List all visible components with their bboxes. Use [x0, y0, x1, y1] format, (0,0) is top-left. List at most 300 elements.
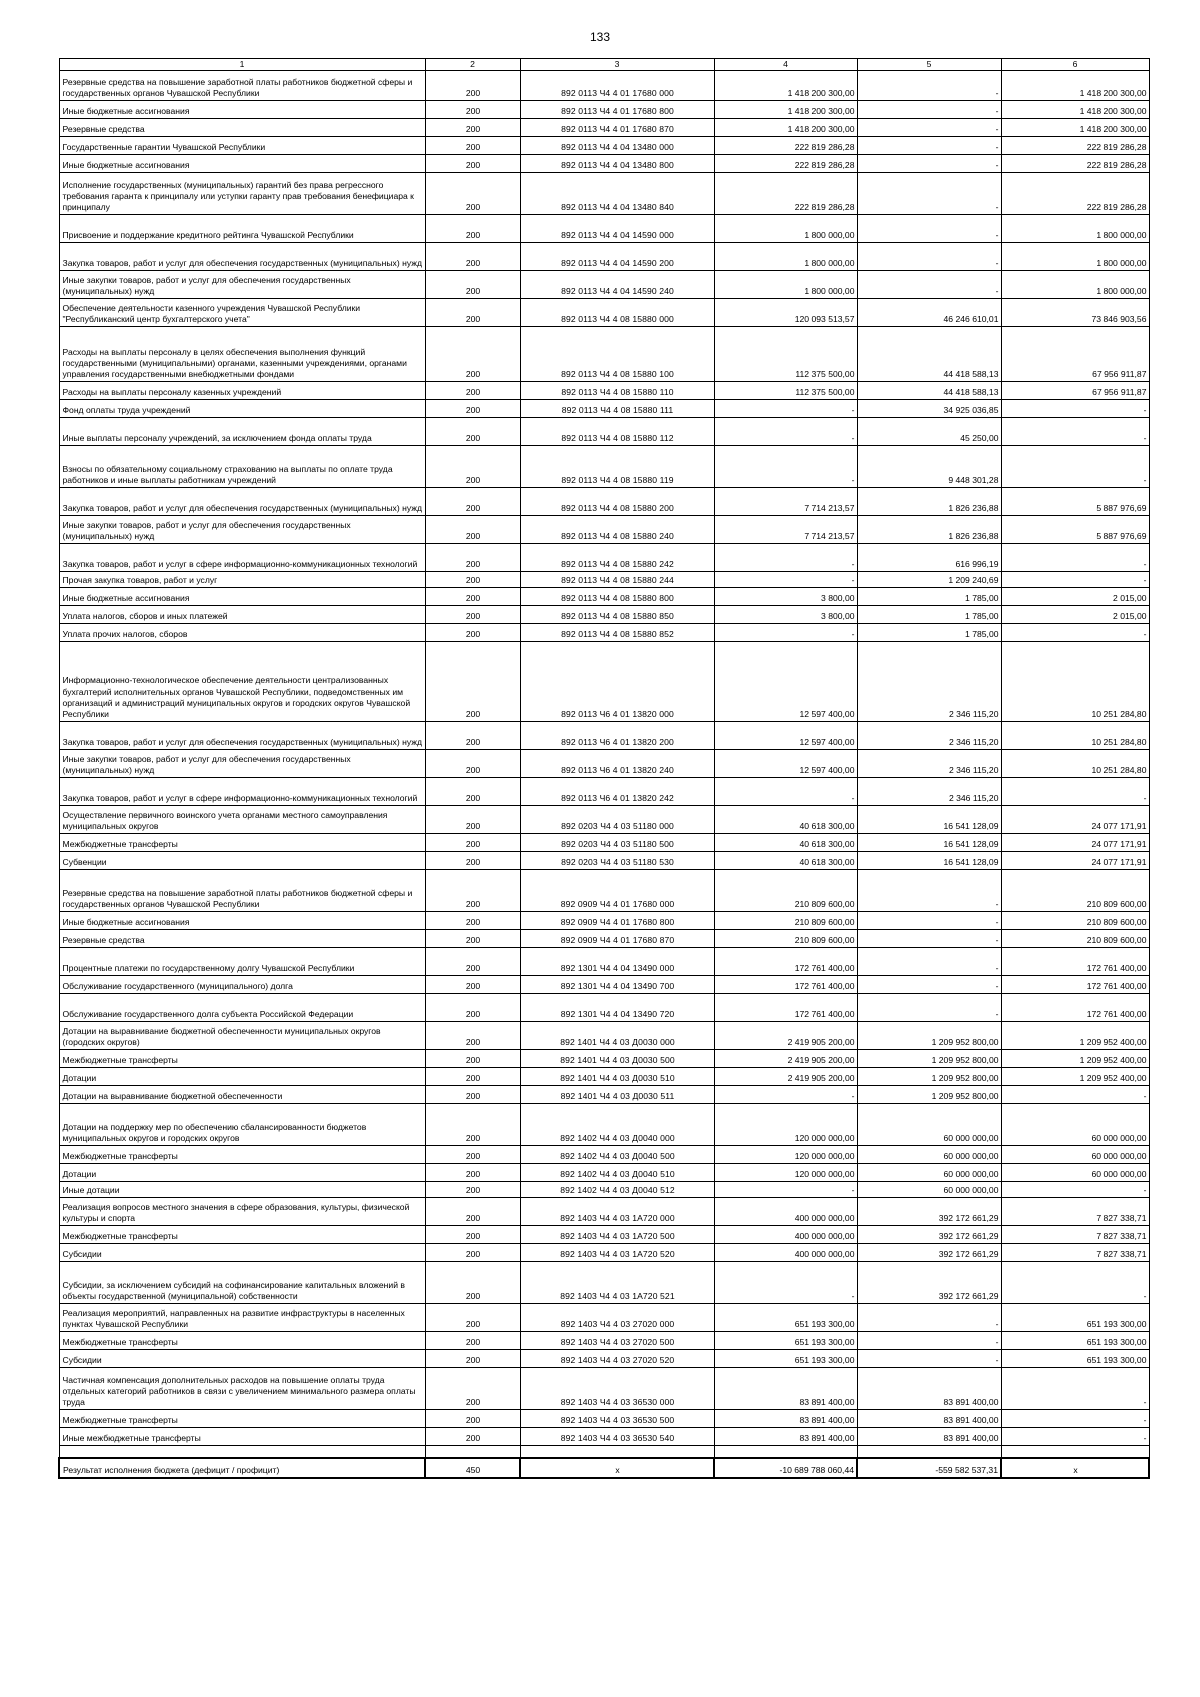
- row-budget-classification-code: 892 0203 Ч4 4 03 51180 530: [520, 852, 714, 870]
- column-header-6: 6: [1001, 59, 1149, 71]
- table-row: [59, 1164, 1149, 1182]
- row-budget-classification-code: 892 0113 Ч4 4 08 15880 242: [520, 544, 714, 572]
- row-budget-classification-code: 892 0113 Ч4 4 08 15880 244: [520, 572, 714, 588]
- row-budget-classification-code: 892 1301 Ч4 4 04 13490 700: [520, 976, 714, 994]
- row-executed-amount: -: [857, 173, 1001, 215]
- row-approved-amount: 7 714 213,57: [714, 488, 857, 516]
- row-executed-amount: 2 346 115,20: [857, 778, 1001, 806]
- row-line-code: 200: [425, 870, 520, 912]
- row-approved-amount: 222 819 286,28: [714, 173, 857, 215]
- row-executed-amount: 83 891 400,00: [857, 1410, 1001, 1428]
- row-unexecuted-amount: 1 418 200 300,00: [1001, 101, 1149, 119]
- row-name: Субвенции: [59, 852, 425, 870]
- row-name: Частичная компенсация дополнительных расходов на повышение оплаты труда отдельных категорий работников в связи с увеличением минимального размера оплаты труда: [59, 1368, 425, 1410]
- row-executed-amount: -: [857, 119, 1001, 137]
- row-executed-amount: 9 448 301,28: [857, 446, 1001, 488]
- row-executed-amount: 2 346 115,20: [857, 750, 1001, 778]
- row-executed-amount: -: [857, 271, 1001, 299]
- row-line-code: 200: [425, 101, 520, 119]
- row-budget-classification-code: 892 0113 Ч6 4 01 13820 000: [520, 642, 714, 722]
- row-budget-classification-code: 892 0203 Ч4 4 03 51180 000: [520, 806, 714, 834]
- row-approved-amount: 2 419 905 200,00: [714, 1050, 857, 1068]
- row-executed-amount: 392 172 661,29: [857, 1244, 1001, 1262]
- row-name: Иные межбюджетные трансферты: [59, 1428, 425, 1446]
- table-row: [59, 870, 1149, 912]
- row-unexecuted-amount: 24 077 171,91: [1001, 852, 1149, 870]
- table-row: [59, 71, 1149, 101]
- table-row: [59, 418, 1149, 446]
- row-line-code: 200: [425, 119, 520, 137]
- spacer-cell: [59, 1446, 425, 1459]
- row-approved-amount: 40 618 300,00: [714, 806, 857, 834]
- table-row: [59, 1104, 1149, 1146]
- row-line-code: 200: [425, 71, 520, 101]
- row-budget-classification-code: 892 1403 Ч4 4 03 36530 500: [520, 1410, 714, 1428]
- row-executed-amount: -: [857, 930, 1001, 948]
- row-budget-classification-code: 892 0113 Ч4 4 08 15880 110: [520, 382, 714, 400]
- row-approved-amount: 12 597 400,00: [714, 642, 857, 722]
- row-executed-amount: 1 209 240,69: [857, 572, 1001, 588]
- row-line-code: 200: [425, 852, 520, 870]
- table-row: [59, 137, 1149, 155]
- row-name: Межбюджетные трансферты: [59, 1050, 425, 1068]
- row-name: Расходы на выплаты персоналу казенных учреждений: [59, 382, 425, 400]
- row-unexecuted-amount: 67 956 911,87: [1001, 382, 1149, 400]
- table-row: [59, 1050, 1149, 1068]
- row-unexecuted-amount: 172 761 400,00: [1001, 994, 1149, 1022]
- budget-execution-table: [58, 58, 1150, 1479]
- row-line-code: 200: [425, 418, 520, 446]
- row-unexecuted-amount: -: [1001, 1086, 1149, 1104]
- row-name: Уплата налогов, сборов и иных платежей: [59, 606, 425, 624]
- row-executed-amount: 60 000 000,00: [857, 1104, 1001, 1146]
- row-approved-amount: 40 618 300,00: [714, 834, 857, 852]
- row-unexecuted-amount: 1 209 952 400,00: [1001, 1022, 1149, 1050]
- row-name: Дотации на поддержку мер по обеспечению сбалансированности бюджетов муниципальных округов и городских округов: [59, 1104, 425, 1146]
- row-approved-amount: -: [714, 572, 857, 588]
- row-name: Исполнение государственных (муниципальных) гарантий без права регрессного требования гаранта к принципалу или уступки гаранту прав требования бенефициара к принципалу: [59, 173, 425, 215]
- row-budget-classification-code: 892 1403 Ч4 4 03 36530 000: [520, 1368, 714, 1410]
- row-line-code: 200: [425, 572, 520, 588]
- column-header-4: 4: [714, 59, 857, 71]
- row-approved-amount: 83 891 400,00: [714, 1428, 857, 1446]
- row-approved-amount: 1 800 000,00: [714, 243, 857, 271]
- row-unexecuted-amount: 172 761 400,00: [1001, 948, 1149, 976]
- row-unexecuted-amount: -: [1001, 1428, 1149, 1446]
- row-budget-classification-code: 892 0113 Ч4 4 01 17680 800: [520, 101, 714, 119]
- result-approved-amount: -10 689 788 060,44: [714, 1458, 857, 1478]
- row-unexecuted-amount: 651 193 300,00: [1001, 1350, 1149, 1368]
- row-unexecuted-amount: 651 193 300,00: [1001, 1332, 1149, 1350]
- row-budget-classification-code: 892 0113 Ч4 4 08 15880 119: [520, 446, 714, 488]
- row-executed-amount: -: [857, 870, 1001, 912]
- row-executed-amount: 83 891 400,00: [857, 1368, 1001, 1410]
- row-name: Субсидии: [59, 1244, 425, 1262]
- row-unexecuted-amount: 172 761 400,00: [1001, 976, 1149, 994]
- row-name: Закупка товаров, работ и услуг для обеспечения государственных (муниципальных) нужд: [59, 722, 425, 750]
- row-executed-amount: 1 785,00: [857, 624, 1001, 642]
- table-row: [59, 778, 1149, 806]
- row-name: Закупка товаров, работ и услуг в сфере информационно-коммуникационных технологий: [59, 544, 425, 572]
- row-budget-classification-code: 892 0113 Ч4 4 01 17680 870: [520, 119, 714, 137]
- result-name: Результат исполнения бюджета (дефицит / профицит): [59, 1458, 425, 1478]
- row-budget-classification-code: 892 1403 Ч4 4 03 1А720 521: [520, 1262, 714, 1304]
- row-approved-amount: 651 193 300,00: [714, 1304, 857, 1332]
- result-row: [59, 1458, 1149, 1478]
- row-budget-classification-code: 892 1301 Ч4 4 04 13490 720: [520, 994, 714, 1022]
- row-approved-amount: -: [714, 1086, 857, 1104]
- row-name: Обслуживание государственного (муниципального) долга: [59, 976, 425, 994]
- row-name: Дотации на выравнивание бюджетной обеспеченности муниципальных округов (городских округов): [59, 1022, 425, 1050]
- table-row: [59, 119, 1149, 137]
- row-unexecuted-amount: 73 846 903,56: [1001, 299, 1149, 327]
- table-row: [59, 1022, 1149, 1050]
- row-unexecuted-amount: 222 819 286,28: [1001, 155, 1149, 173]
- row-name: Резервные средства: [59, 930, 425, 948]
- table-row: [59, 750, 1149, 778]
- row-budget-classification-code: 892 0113 Ч4 4 08 15880 850: [520, 606, 714, 624]
- row-name: Субсидии: [59, 1350, 425, 1368]
- row-budget-classification-code: 892 0113 Ч4 4 08 15880 112: [520, 418, 714, 446]
- row-unexecuted-amount: 2 015,00: [1001, 606, 1149, 624]
- table-row: [59, 1146, 1149, 1164]
- row-budget-classification-code: 892 1401 Ч4 4 03 Д0030 000: [520, 1022, 714, 1050]
- table-row: [59, 948, 1149, 976]
- row-line-code: 200: [425, 778, 520, 806]
- row-executed-amount: 616 996,19: [857, 544, 1001, 572]
- row-executed-amount: 60 000 000,00: [857, 1182, 1001, 1198]
- row-approved-amount: -: [714, 778, 857, 806]
- row-executed-amount: -: [857, 71, 1001, 101]
- table-row: [59, 722, 1149, 750]
- table-row: [59, 1086, 1149, 1104]
- row-executed-amount: -: [857, 948, 1001, 976]
- table-row: [59, 173, 1149, 215]
- row-unexecuted-amount: -: [1001, 446, 1149, 488]
- row-unexecuted-amount: 7 827 338,71: [1001, 1244, 1149, 1262]
- row-unexecuted-amount: 10 251 284,80: [1001, 722, 1149, 750]
- row-unexecuted-amount: -: [1001, 1368, 1149, 1410]
- row-executed-amount: 392 172 661,29: [857, 1226, 1001, 1244]
- row-executed-amount: 44 418 588,13: [857, 382, 1001, 400]
- row-budget-classification-code: 892 0113 Ч4 4 04 13480 840: [520, 173, 714, 215]
- row-budget-classification-code: 892 0113 Ч4 4 04 14590 240: [520, 271, 714, 299]
- table-row: [59, 930, 1149, 948]
- row-executed-amount: -: [857, 243, 1001, 271]
- row-name: Закупка товаров, работ и услуг для обеспечения государственных (муниципальных) нужд: [59, 243, 425, 271]
- row-line-code: 200: [425, 382, 520, 400]
- result-executed-amount: -559 582 537,31: [857, 1458, 1001, 1478]
- table-row: [59, 446, 1149, 488]
- row-approved-amount: -: [714, 544, 857, 572]
- row-budget-classification-code: 892 0113 Ч4 4 08 15880 240: [520, 516, 714, 544]
- row-name: Дотации: [59, 1068, 425, 1086]
- row-name: Иные выплаты персоналу учреждений, за исключением фонда оплаты труда: [59, 418, 425, 446]
- row-name: Закупка товаров, работ и услуг для обеспечения государственных (муниципальных) нужд: [59, 488, 425, 516]
- row-budget-classification-code: 892 0909 Ч4 4 01 17680 870: [520, 930, 714, 948]
- spacer-cell: [857, 1446, 1001, 1459]
- row-executed-amount: -: [857, 912, 1001, 930]
- row-unexecuted-amount: 60 000 000,00: [1001, 1164, 1149, 1182]
- row-name: Иные закупки товаров, работ и услуг для обеспечения государственных (муниципальных) нужд: [59, 271, 425, 299]
- row-name: Резервные средства на повышение заработной платы работников бюджетной сферы и государственных органов Чувашской Республики: [59, 71, 425, 101]
- row-approved-amount: -: [714, 418, 857, 446]
- row-budget-classification-code: 892 1403 Ч4 4 03 1А720 500: [520, 1226, 714, 1244]
- result-unexecuted-amount: x: [1001, 1458, 1149, 1478]
- row-executed-amount: 44 418 588,13: [857, 327, 1001, 382]
- table-row: [59, 215, 1149, 243]
- table-row: [59, 299, 1149, 327]
- table-row: [59, 606, 1149, 624]
- row-line-code: 200: [425, 1068, 520, 1086]
- table-row: [59, 834, 1149, 852]
- row-line-code: 200: [425, 624, 520, 642]
- column-header-1: 1: [59, 59, 425, 71]
- row-approved-amount: 222 819 286,28: [714, 137, 857, 155]
- row-unexecuted-amount: 651 193 300,00: [1001, 1304, 1149, 1332]
- row-unexecuted-amount: -: [1001, 1262, 1149, 1304]
- row-approved-amount: 2 419 905 200,00: [714, 1022, 857, 1050]
- row-line-code: 200: [425, 930, 520, 948]
- table-row: [59, 1350, 1149, 1368]
- row-budget-classification-code: 892 1402 Ч4 4 03 Д0040 510: [520, 1164, 714, 1182]
- row-name: Резервные средства: [59, 119, 425, 137]
- row-unexecuted-amount: -: [1001, 418, 1149, 446]
- row-unexecuted-amount: -: [1001, 544, 1149, 572]
- row-budget-classification-code: 892 0113 Ч4 4 08 15880 852: [520, 624, 714, 642]
- row-line-code: 200: [425, 606, 520, 624]
- row-budget-classification-code: 892 0113 Ч4 4 04 13480 000: [520, 137, 714, 155]
- row-line-code: 200: [425, 1428, 520, 1446]
- row-line-code: 200: [425, 948, 520, 976]
- row-approved-amount: 1 800 000,00: [714, 271, 857, 299]
- row-budget-classification-code: 892 1403 Ч4 4 03 27020 000: [520, 1304, 714, 1332]
- row-line-code: 200: [425, 1182, 520, 1198]
- row-name: Расходы на выплаты персоналу в целях обеспечения выполнения функций государственными (муниципальными) органами, казенными учреждениями, органами управления государственными внебюджетными фондами: [59, 327, 425, 382]
- row-unexecuted-amount: 24 077 171,91: [1001, 834, 1149, 852]
- row-line-code: 200: [425, 1104, 520, 1146]
- row-approved-amount: -: [714, 446, 857, 488]
- row-name: Дотации: [59, 1164, 425, 1182]
- row-approved-amount: 120 000 000,00: [714, 1146, 857, 1164]
- row-executed-amount: 46 246 610,01: [857, 299, 1001, 327]
- row-budget-classification-code: 892 1402 Ч4 4 03 Д0040 000: [520, 1104, 714, 1146]
- row-approved-amount: 1 418 200 300,00: [714, 101, 857, 119]
- table-row: [59, 243, 1149, 271]
- row-unexecuted-amount: 67 956 911,87: [1001, 327, 1149, 382]
- row-budget-classification-code: 892 0113 Ч4 4 04 14590 200: [520, 243, 714, 271]
- row-budget-classification-code: 892 1402 Ч4 4 03 Д0040 512: [520, 1182, 714, 1198]
- row-line-code: 200: [425, 1226, 520, 1244]
- row-executed-amount: -: [857, 101, 1001, 119]
- row-line-code: 200: [425, 806, 520, 834]
- row-approved-amount: 210 809 600,00: [714, 870, 857, 912]
- row-budget-classification-code: 892 0909 Ч4 4 01 17680 000: [520, 870, 714, 912]
- table-row: [59, 400, 1149, 418]
- row-name: Информационно-технологическое обеспечение деятельности централизованных бухгалтерий исполнительных органов Чувашской Республики, подведомственных им организаций и администраций муниципальных округов и городских округов Чувашской Республики: [59, 642, 425, 722]
- row-name: Прочая закупка товаров, работ и услуг: [59, 572, 425, 588]
- row-budget-classification-code: 892 1403 Ч4 4 03 27020 520: [520, 1350, 714, 1368]
- row-name: Присвоение и поддержание кредитного рейтинга Чувашской Республики: [59, 215, 425, 243]
- spacer-cell: [714, 1446, 857, 1459]
- row-executed-amount: 60 000 000,00: [857, 1146, 1001, 1164]
- row-approved-amount: 172 761 400,00: [714, 994, 857, 1022]
- row-unexecuted-amount: 210 809 600,00: [1001, 912, 1149, 930]
- row-budget-classification-code: 892 1401 Ч4 4 03 Д0030 510: [520, 1068, 714, 1086]
- table-row: [59, 976, 1149, 994]
- row-approved-amount: -: [714, 624, 857, 642]
- row-budget-classification-code: 892 0113 Ч4 4 08 15880 100: [520, 327, 714, 382]
- row-name: Иные бюджетные ассигнования: [59, 101, 425, 119]
- row-executed-amount: 16 541 128,09: [857, 806, 1001, 834]
- row-unexecuted-amount: -: [1001, 624, 1149, 642]
- row-line-code: 200: [425, 488, 520, 516]
- row-name: Иные бюджетные ассигнования: [59, 588, 425, 606]
- row-budget-classification-code: 892 1301 Ч4 4 04 13490 000: [520, 948, 714, 976]
- row-executed-amount: 2 346 115,20: [857, 642, 1001, 722]
- row-line-code: 200: [425, 976, 520, 994]
- row-name: Резервные средства на повышение заработной платы работников бюджетной сферы и государственных органов Чувашской Республики: [59, 870, 425, 912]
- row-approved-amount: 83 891 400,00: [714, 1368, 857, 1410]
- row-name: Межбюджетные трансферты: [59, 1410, 425, 1428]
- row-executed-amount: 1 785,00: [857, 588, 1001, 606]
- row-unexecuted-amount: 60 000 000,00: [1001, 1146, 1149, 1164]
- row-name: Межбюджетные трансферты: [59, 1226, 425, 1244]
- row-approved-amount: 400 000 000,00: [714, 1226, 857, 1244]
- row-budget-classification-code: 892 0113 Ч6 4 01 13820 200: [520, 722, 714, 750]
- table-row: [59, 806, 1149, 834]
- row-name: Иные дотации: [59, 1182, 425, 1198]
- row-budget-classification-code: 892 0203 Ч4 4 03 51180 500: [520, 834, 714, 852]
- row-approved-amount: 40 618 300,00: [714, 852, 857, 870]
- row-approved-amount: 400 000 000,00: [714, 1244, 857, 1262]
- table-row: [59, 1182, 1149, 1198]
- row-line-code: 200: [425, 1304, 520, 1332]
- row-name: Обеспечение деятельности казенного учреждения Чувашской Республики "Республиканский центр бухгалтерского учета": [59, 299, 425, 327]
- row-approved-amount: 210 809 600,00: [714, 912, 857, 930]
- table-row: [59, 544, 1149, 572]
- row-approved-amount: 1 800 000,00: [714, 215, 857, 243]
- row-name: Иные бюджетные ассигнования: [59, 155, 425, 173]
- row-approved-amount: -: [714, 1262, 857, 1304]
- row-unexecuted-amount: 7 827 338,71: [1001, 1226, 1149, 1244]
- row-line-code: 200: [425, 912, 520, 930]
- spacer-cell: [520, 1446, 714, 1459]
- row-executed-amount: -: [857, 155, 1001, 173]
- row-line-code: 200: [425, 1350, 520, 1368]
- row-approved-amount: 120 000 000,00: [714, 1104, 857, 1146]
- row-line-code: 200: [425, 1022, 520, 1050]
- row-executed-amount: 16 541 128,09: [857, 834, 1001, 852]
- table-row: [59, 1262, 1149, 1304]
- row-approved-amount: 12 597 400,00: [714, 750, 857, 778]
- page-number: 133: [589, 30, 611, 44]
- row-unexecuted-amount: 1 209 952 400,00: [1001, 1068, 1149, 1086]
- row-name: Иные закупки товаров, работ и услуг для обеспечения государственных (муниципальных) нужд: [59, 750, 425, 778]
- row-approved-amount: 1 418 200 300,00: [714, 71, 857, 101]
- row-approved-amount: 7 714 213,57: [714, 516, 857, 544]
- row-line-code: 200: [425, 1050, 520, 1068]
- row-executed-amount: 392 172 661,29: [857, 1262, 1001, 1304]
- table-row: [59, 994, 1149, 1022]
- table-row: [59, 572, 1149, 588]
- row-budget-classification-code: 892 1401 Ч4 4 03 Д0030 511: [520, 1086, 714, 1104]
- table-row: [59, 1068, 1149, 1086]
- row-name: Фонд оплаты труда учреждений: [59, 400, 425, 418]
- table-row: [59, 1332, 1149, 1350]
- row-executed-amount: 2 346 115,20: [857, 722, 1001, 750]
- row-line-code: 200: [425, 722, 520, 750]
- row-budget-classification-code: 892 1403 Ч4 4 03 1А720 000: [520, 1198, 714, 1226]
- row-budget-classification-code: 892 0113 Ч4 4 08 15880 800: [520, 588, 714, 606]
- row-unexecuted-amount: 2 015,00: [1001, 588, 1149, 606]
- row-line-code: 200: [425, 173, 520, 215]
- row-executed-amount: 1 785,00: [857, 606, 1001, 624]
- row-name: Межбюджетные трансферты: [59, 834, 425, 852]
- row-unexecuted-amount: 5 887 976,69: [1001, 516, 1149, 544]
- row-line-code: 200: [425, 1244, 520, 1262]
- row-line-code: 200: [425, 1262, 520, 1304]
- row-approved-amount: 172 761 400,00: [714, 976, 857, 994]
- row-budget-classification-code: 892 0113 Ч4 4 08 15880 111: [520, 400, 714, 418]
- column-header-5: 5: [857, 59, 1001, 71]
- row-executed-amount: -: [857, 1350, 1001, 1368]
- row-budget-classification-code: 892 0113 Ч4 4 08 15880 000: [520, 299, 714, 327]
- row-line-code: 200: [425, 1146, 520, 1164]
- row-executed-amount: -: [857, 1332, 1001, 1350]
- row-approved-amount: 400 000 000,00: [714, 1198, 857, 1226]
- row-name: Обслуживание государственного долга субъекта Российской Федерации: [59, 994, 425, 1022]
- row-unexecuted-amount: 1 418 200 300,00: [1001, 119, 1149, 137]
- row-approved-amount: 3 800,00: [714, 606, 857, 624]
- row-unexecuted-amount: 1 800 000,00: [1001, 215, 1149, 243]
- row-executed-amount: -: [857, 137, 1001, 155]
- row-budget-classification-code: 892 0113 Ч4 4 04 13480 800: [520, 155, 714, 173]
- row-unexecuted-amount: 222 819 286,28: [1001, 173, 1149, 215]
- row-executed-amount: 83 891 400,00: [857, 1428, 1001, 1446]
- row-line-code: 200: [425, 1368, 520, 1410]
- table-body: [59, 71, 1149, 1479]
- row-line-code: 200: [425, 446, 520, 488]
- row-unexecuted-amount: -: [1001, 400, 1149, 418]
- row-budget-classification-code: 892 0113 Ч4 4 08 15880 200: [520, 488, 714, 516]
- row-line-code: 200: [425, 750, 520, 778]
- table-row: [59, 1410, 1149, 1428]
- spacer-row: [59, 1446, 1149, 1459]
- row-line-code: 200: [425, 215, 520, 243]
- row-name: Уплата прочих налогов, сборов: [59, 624, 425, 642]
- row-line-code: 200: [425, 516, 520, 544]
- row-approved-amount: 651 193 300,00: [714, 1332, 857, 1350]
- row-unexecuted-amount: 1 418 200 300,00: [1001, 71, 1149, 101]
- row-executed-amount: 60 000 000,00: [857, 1164, 1001, 1182]
- row-unexecuted-amount: -: [1001, 778, 1149, 806]
- row-unexecuted-amount: 210 809 600,00: [1001, 870, 1149, 912]
- row-name: Межбюджетные трансферты: [59, 1332, 425, 1350]
- row-approved-amount: 120 093 513,57: [714, 299, 857, 327]
- row-unexecuted-amount: -: [1001, 1182, 1149, 1198]
- table-row: [59, 516, 1149, 544]
- row-executed-amount: -: [857, 1304, 1001, 1332]
- row-line-code: 200: [425, 243, 520, 271]
- row-executed-amount: 1 209 952 800,00: [857, 1022, 1001, 1050]
- row-budget-classification-code: 892 0113 Ч6 4 01 13820 242: [520, 778, 714, 806]
- row-line-code: 200: [425, 588, 520, 606]
- column-header-2: 2: [425, 59, 520, 71]
- table-row: [59, 327, 1149, 382]
- row-approved-amount: 12 597 400,00: [714, 722, 857, 750]
- row-name: Дотации на выравнивание бюджетной обеспеченности: [59, 1086, 425, 1104]
